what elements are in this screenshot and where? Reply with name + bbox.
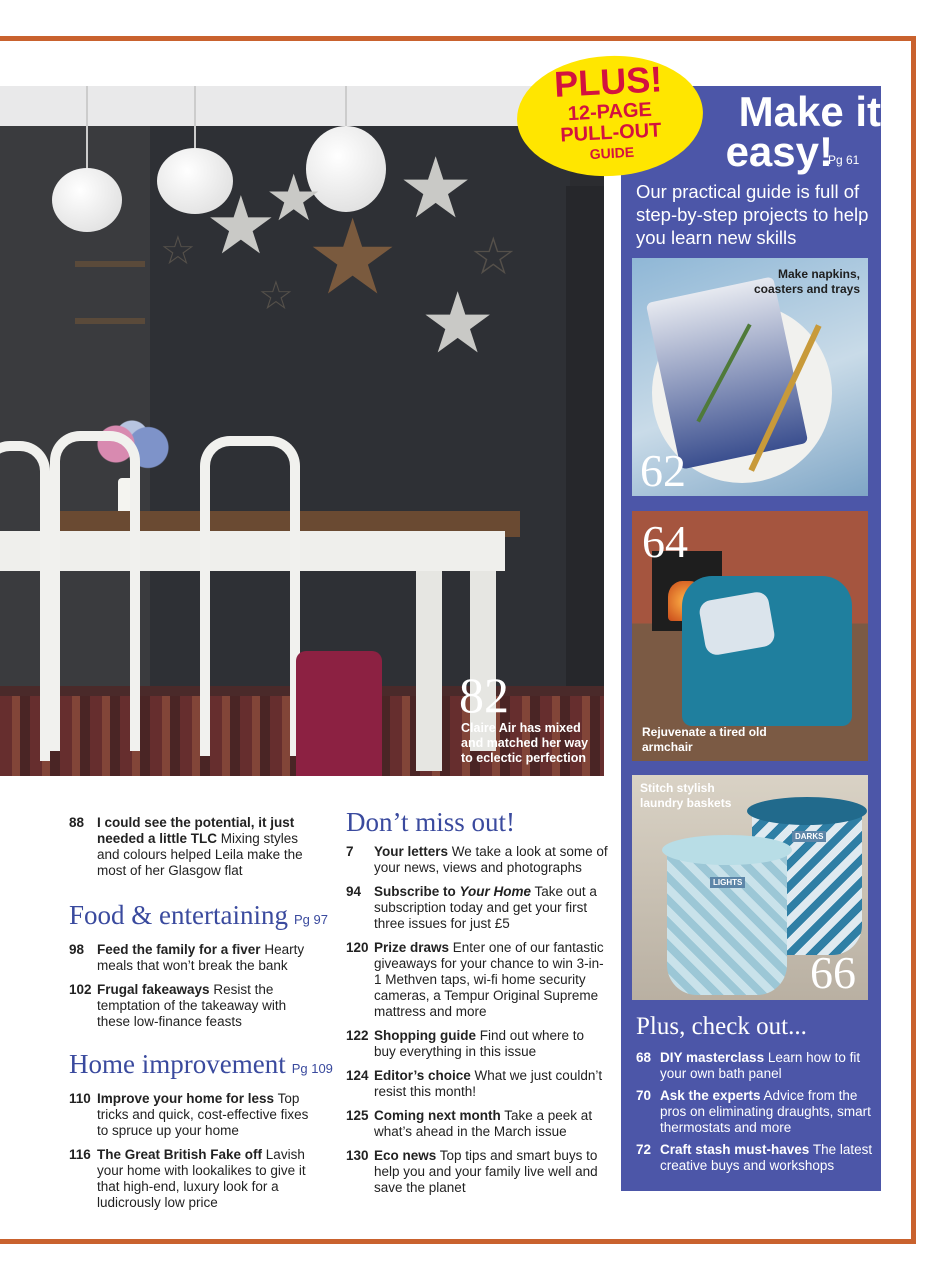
- star-decoration: ★: [265, 162, 323, 234]
- item-page-number: 68: [636, 1050, 652, 1065]
- contents-item[interactable]: [69, 1147, 319, 1211]
- lamp-wire: [86, 86, 88, 176]
- tile-page-number: 62: [640, 445, 686, 496]
- basket-tag: DARKS: [792, 831, 826, 842]
- list-item[interactable]: [636, 1088, 876, 1136]
- star-decoration: ☆: [160, 229, 196, 273]
- section-heading-home: [69, 1048, 333, 1085]
- item-text: Top tips and smart buys to help you and your family live well and save the planet: [374, 1148, 598, 1195]
- contents-item[interactable]: [346, 1148, 608, 1196]
- section-title: Food & entertaining: [69, 900, 288, 930]
- contents-middle-column: [346, 806, 608, 1196]
- tile-caption: Stitch stylish laundry baskets: [640, 781, 732, 810]
- item-title: Ask the experts: [660, 1088, 761, 1103]
- tile-page-number: 64: [642, 516, 688, 567]
- tile-page-number: 66: [810, 947, 856, 998]
- contents-item[interactable]: [346, 844, 608, 876]
- item-text: Learn how to fit your own bath panel: [660, 1050, 861, 1081]
- item-title: Prize draws: [374, 940, 450, 955]
- panel-intro: Our practical guide is full of step-by-step projects to help you learn new skills: [636, 181, 869, 248]
- item-text: Hearty meals that won’t break the bank: [97, 942, 305, 973]
- item-title: The Great British Fake off: [97, 1147, 263, 1162]
- ceiling: [0, 86, 604, 126]
- item-text: Advice from the pros on eliminating draughts, smart thermostats and more: [660, 1088, 871, 1135]
- badge-line: 12-PAGE: [567, 98, 653, 126]
- item-page-number: 116: [69, 1147, 91, 1162]
- contents-item[interactable]: [346, 940, 608, 1020]
- item-text: Top tricks and quick, cost-effective fixes to spruce up your home: [97, 1091, 309, 1138]
- item-title-magazine: Your Home: [459, 884, 532, 899]
- check-out-list: [636, 1050, 876, 1180]
- item-title: Your letters: [374, 844, 449, 859]
- badge-plus: PLUS!: [553, 58, 664, 105]
- item-page-number: 110: [69, 1091, 91, 1106]
- tile-caption: Make napkins, coasters and trays: [753, 267, 860, 296]
- item-page-number: 124: [346, 1068, 369, 1083]
- item-title: Frugal fakeaways: [97, 982, 210, 997]
- tile-armchair[interactable]: [632, 511, 868, 761]
- page-border-top: [0, 36, 916, 41]
- star-decoration: ★: [398, 141, 474, 235]
- lamp-wire: [345, 86, 347, 130]
- item-text: We take a look at some of your news, views and photographs: [374, 844, 608, 875]
- contents-item[interactable]: [69, 982, 319, 1030]
- item-text: The latest creative buys and workshops: [660, 1142, 873, 1173]
- item-title: Coming next month: [374, 1108, 501, 1123]
- contents-item[interactable]: [346, 1068, 608, 1100]
- badge-line: PULL-OUT: [559, 119, 662, 147]
- lamp-wire: [194, 86, 196, 156]
- door: [566, 186, 604, 706]
- throw-blanket: [296, 651, 382, 776]
- badge-line: GUIDE: [589, 143, 635, 163]
- contents-item[interactable]: [346, 1108, 608, 1140]
- shelf: [75, 318, 145, 324]
- section-title: Home improvement: [69, 1049, 286, 1079]
- star-decoration: ☆: [258, 274, 294, 318]
- star-decoration: ★: [306, 200, 400, 316]
- item-text: Find out where to buy everything in this issue: [374, 1028, 585, 1059]
- table-leg: [416, 571, 442, 771]
- item-page-number: 125: [346, 1108, 369, 1123]
- item-title: I could see the potential, it just needed a little TLC: [97, 815, 295, 846]
- list-item[interactable]: [636, 1050, 876, 1082]
- item-page-number: 130: [346, 1148, 369, 1163]
- page-border-right: [911, 36, 916, 1244]
- tile-laundry-baskets[interactable]: [632, 775, 868, 1000]
- item-text: Mixing styles and colours helped Leila make the most of her Glasgow flat: [97, 831, 303, 878]
- basket-lights: [667, 845, 787, 995]
- item-title: Editor’s choice: [374, 1068, 471, 1083]
- item-page-number: 98: [69, 942, 85, 957]
- item-text: What we just couldn’t resist this month!: [374, 1068, 603, 1099]
- hero-caption: Claire Air has mixed and matched her way to eclectic perfection: [461, 721, 589, 765]
- chair: [0, 441, 50, 761]
- pendant-lamp: [52, 168, 122, 232]
- contents-item[interactable]: [69, 815, 319, 879]
- star-decoration: ★: [205, 181, 277, 270]
- panel-page-ref: Pg 61: [828, 153, 860, 167]
- section-page-ref: Pg 109: [291, 1061, 333, 1076]
- hero-page-number: 82: [459, 667, 509, 723]
- item-title: Shopping guide: [374, 1028, 476, 1043]
- item-text: Lavish your home with lookalikes to give it that high-end, luxury look for a ludicrously low price: [97, 1147, 306, 1210]
- item-page-number: 7: [346, 844, 354, 859]
- item-page-number: 88: [69, 815, 85, 830]
- tile-caption: Rejuvenate a tired old armchair: [642, 725, 767, 754]
- item-text: Resist the temptation of the takeaway with these low-finance feasts: [97, 982, 287, 1029]
- item-page-number: 72: [636, 1142, 652, 1157]
- contents-left-column: [69, 815, 333, 1211]
- item-title: Subscribe to: [374, 884, 460, 899]
- shelf: [75, 261, 145, 267]
- contents-item[interactable]: [346, 1028, 608, 1060]
- panel-title-line1: Make it: [738, 88, 881, 135]
- item-page-number: 122: [346, 1028, 369, 1043]
- panel-title-line2: easy!: [725, 128, 833, 175]
- section-heading-dont-miss: Don’t miss out!: [346, 807, 516, 837]
- basket-tag: LIGHTS: [710, 877, 745, 888]
- contents-item[interactable]: [69, 1091, 319, 1139]
- item-text: Enter one of our fantastic giveaways for your chance to win 3-in-1 Methven taps, wi-fi home security cameras, a Tempur Original Supreme mattress and more: [374, 940, 604, 1019]
- star-decoration: ★: [420, 276, 496, 370]
- item-text: Take out a subscription today and get your first three issues for just £5: [374, 884, 597, 931]
- chair: [200, 436, 300, 756]
- hero-photo-dining-room: [0, 86, 604, 776]
- basket-rim: [662, 835, 792, 865]
- star-decoration: ☆: [470, 228, 517, 286]
- item-title: Eco news: [374, 1148, 437, 1163]
- item-title: Craft stash must-haves: [660, 1142, 810, 1157]
- item-page-number: 70: [636, 1088, 652, 1103]
- chair: [50, 431, 140, 751]
- section-heading-food: [69, 899, 328, 936]
- contents-item[interactable]: [69, 942, 319, 974]
- list-item[interactable]: [636, 1142, 876, 1174]
- contents-item[interactable]: [346, 884, 608, 932]
- page-border-bottom: [0, 1239, 916, 1244]
- basket-rim: [747, 797, 867, 825]
- item-title: Improve your home for less: [97, 1091, 275, 1106]
- tile-napkins[interactable]: [632, 258, 868, 496]
- item-page-number: 102: [69, 982, 92, 997]
- item-text: Take a peek at what’s ahead in the March issue: [374, 1108, 593, 1139]
- item-title: Feed the family for a fiver: [97, 942, 261, 957]
- check-out-heading: Plus, check out...: [636, 1013, 807, 1040]
- item-page-number: 120: [346, 940, 369, 955]
- section-page-ref: Pg 97: [293, 912, 328, 927]
- item-page-number: 94: [346, 884, 362, 899]
- item-title: DIY masterclass: [660, 1050, 765, 1065]
